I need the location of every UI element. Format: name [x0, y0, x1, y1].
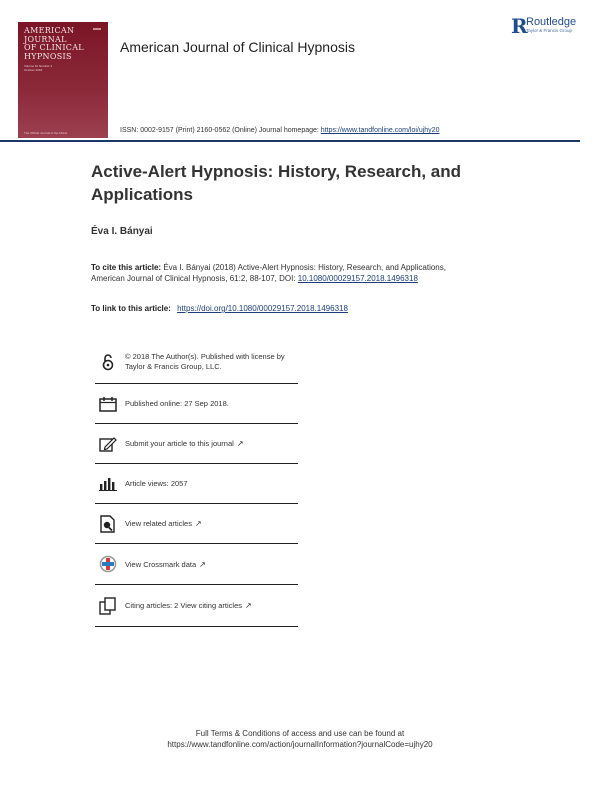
routledge-logo	[511, 16, 576, 36]
article-link-line	[91, 304, 348, 313]
journal-title: American Journal of Clinical Hypnosis	[120, 39, 355, 55]
article-author: Éva I. Bányai	[91, 226, 153, 237]
submit-link[interactable]: Submit your article to this journal	[125, 439, 234, 448]
cite-label: To cite this article:	[91, 263, 162, 272]
routledge-mark-icon: R	[511, 14, 528, 38]
article-title: Active-Alert Hypnosis: History, Research, and Applications	[91, 162, 462, 204]
footer-line-1: Full Terms & Conditions of access and use can be found at	[195, 729, 405, 738]
article-doi-url-link[interactable]: https://doi.org/10.1080/00029157.2018.1496318	[177, 304, 348, 313]
cover-date: October 2018	[24, 68, 43, 72]
cover-publisher-line: The Official Journal of the ASCH	[24, 131, 68, 135]
issn-text: ISSN: 0002-9157 (Print) 2160-0562 (Online) Journal homepage:	[120, 127, 319, 134]
external-link-icon: ↗	[236, 439, 244, 448]
external-link-icon: ↗	[199, 559, 206, 569]
open-access-lock-icon	[99, 353, 117, 371]
citation-block	[91, 262, 451, 284]
cover-title: AMERICAN JOURNAL OF CLINICAL HYPNOSIS	[24, 26, 84, 61]
citing-articles-link[interactable]: Citing articles: 2 View citing articles	[125, 601, 242, 610]
journal-homepage-link[interactable]: https://www.tandfonline.com/loi/ujhy20	[320, 127, 440, 134]
views-count: Article views: 2057	[125, 479, 188, 488]
views-item	[95, 464, 298, 504]
cover-volume: Volume 61 Number 2	[24, 64, 53, 68]
footer-terms-url[interactable]: https://www.tandfonline.com/action/journalInformation?journalCode=ujhy20	[167, 740, 433, 749]
logo-tagline: Taylor & Francis Group	[526, 28, 573, 33]
citation-text: Éva I. Bányai (2018) Active-Alert Hypnosis: History, Research, and Applications, American Journal of Clinical Hypnosis, 61:2, 88-107, DOI:	[91, 263, 446, 283]
header-divider	[0, 140, 580, 142]
external-link-icon: ↗	[194, 519, 202, 528]
crossmark-item[interactable]	[95, 544, 298, 585]
issn-line	[120, 127, 439, 134]
doi-link[interactable]: 10.1080/00029157.2018.1496318	[297, 274, 418, 283]
journal-cover-image	[18, 22, 108, 138]
submit-item[interactable]	[95, 424, 298, 464]
bar-chart-icon	[99, 475, 117, 493]
edit-pencil-icon	[99, 435, 117, 453]
license-item	[95, 340, 298, 384]
published-item	[95, 384, 298, 424]
published-date: Published online: 27 Sep 2018.	[125, 399, 229, 408]
citing-item[interactable]	[95, 585, 298, 627]
crossmark-link[interactable]: View Crossmark data	[125, 559, 197, 569]
logo-name: Routledge	[526, 16, 577, 28]
related-search-icon	[99, 515, 117, 533]
terms-footer	[0, 728, 600, 750]
external-link-icon: ↗	[245, 601, 252, 610]
article-info-list	[95, 340, 298, 627]
related-item[interactable]	[95, 504, 298, 544]
calendar-icon	[99, 395, 117, 413]
link-label: To link to this article:	[91, 304, 171, 313]
citing-articles-icon	[99, 597, 117, 615]
cover-mark	[93, 28, 101, 30]
cover-meta	[24, 64, 102, 72]
license-text: © 2018 The Author(s). Published with license by Taylor & Francis Group, LLC.	[125, 351, 285, 371]
related-articles-link[interactable]: View related articles	[125, 519, 192, 528]
crossmark-icon	[99, 555, 117, 573]
